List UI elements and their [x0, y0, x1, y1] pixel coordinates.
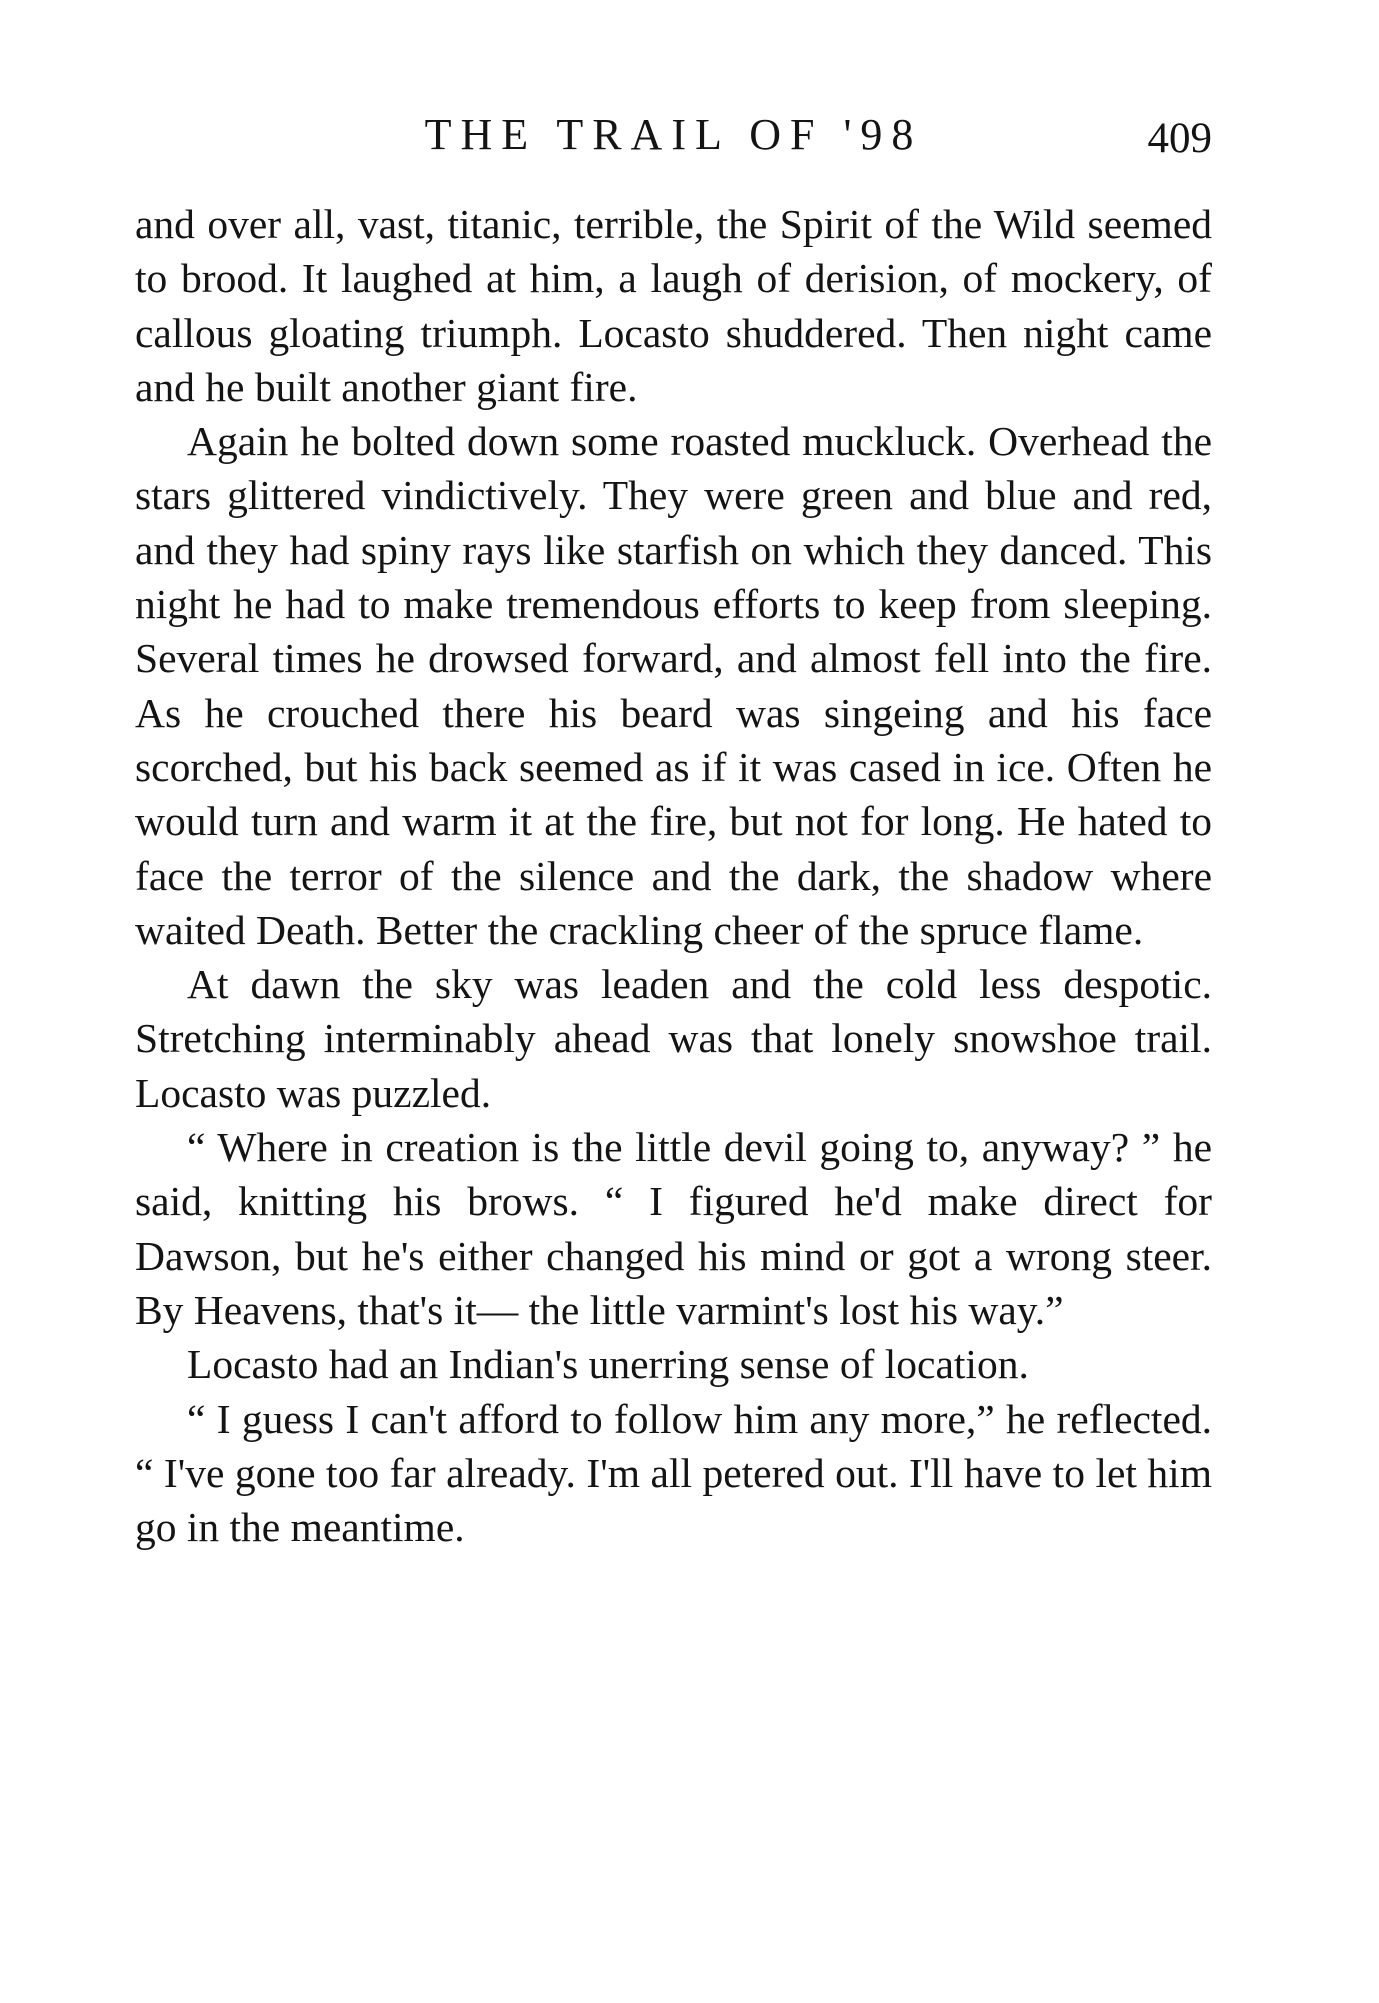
page-number: 409: [1147, 115, 1212, 162]
paragraph: Locasto had an Indian's unerring sense of location.: [187, 1341, 1029, 1388]
paragraph: “ Where in creation is the little devil going to, anyway? ” he said, knitting his brows. “ I figured he'd make direct for Dawson, but he's either changed his mind or got a wrong steer. By Heavens, that's it— the little varmint's lost his way.”: [135, 1124, 1212, 1333]
body-text: [135, 197, 1212, 1554]
paragraph: “ I guess I can't afford to follow him any more,” he reflected. “ I've gone too far already. I'm all petered out. I'll have to let him go in the meantime.: [135, 1395, 1212, 1551]
paragraph: Again he bolted down some roasted muckluck. Overhead the stars glittered vindictively. They were green and blue and red, and they had spiny rays like starfish on which they danced. This night he had to make tremendous efforts to keep from sleeping. Several times he drowsed forward, and almost fell into the fire. As he crouched there his beard was singeing and his face scorched, but his back seemed as if it was cased in ice. Often he would turn and warm it at the fire, but not for long. He hated to face the terror of the silence and the dark, the shadow where waited Death. Better the crackling cheer of the spruce flame.: [135, 418, 1212, 953]
paragraph: and over all, vast, titanic, terrible, the Spirit of the Wild seemed to brood. It laughed at him, a laugh of derision, of mockery, of callous gloating triumph. Locasto shuddered. Then night came and he built another giant fire.: [135, 201, 1212, 410]
paragraph: At dawn the sky was leaden and the cold less despotic. Stretching interminably ahead was that lonely snowshoe trail. Locasto was puzzled.: [135, 961, 1212, 1116]
running-head: [135, 105, 1212, 165]
running-title: THE TRAIL OF '98: [424, 110, 923, 159]
